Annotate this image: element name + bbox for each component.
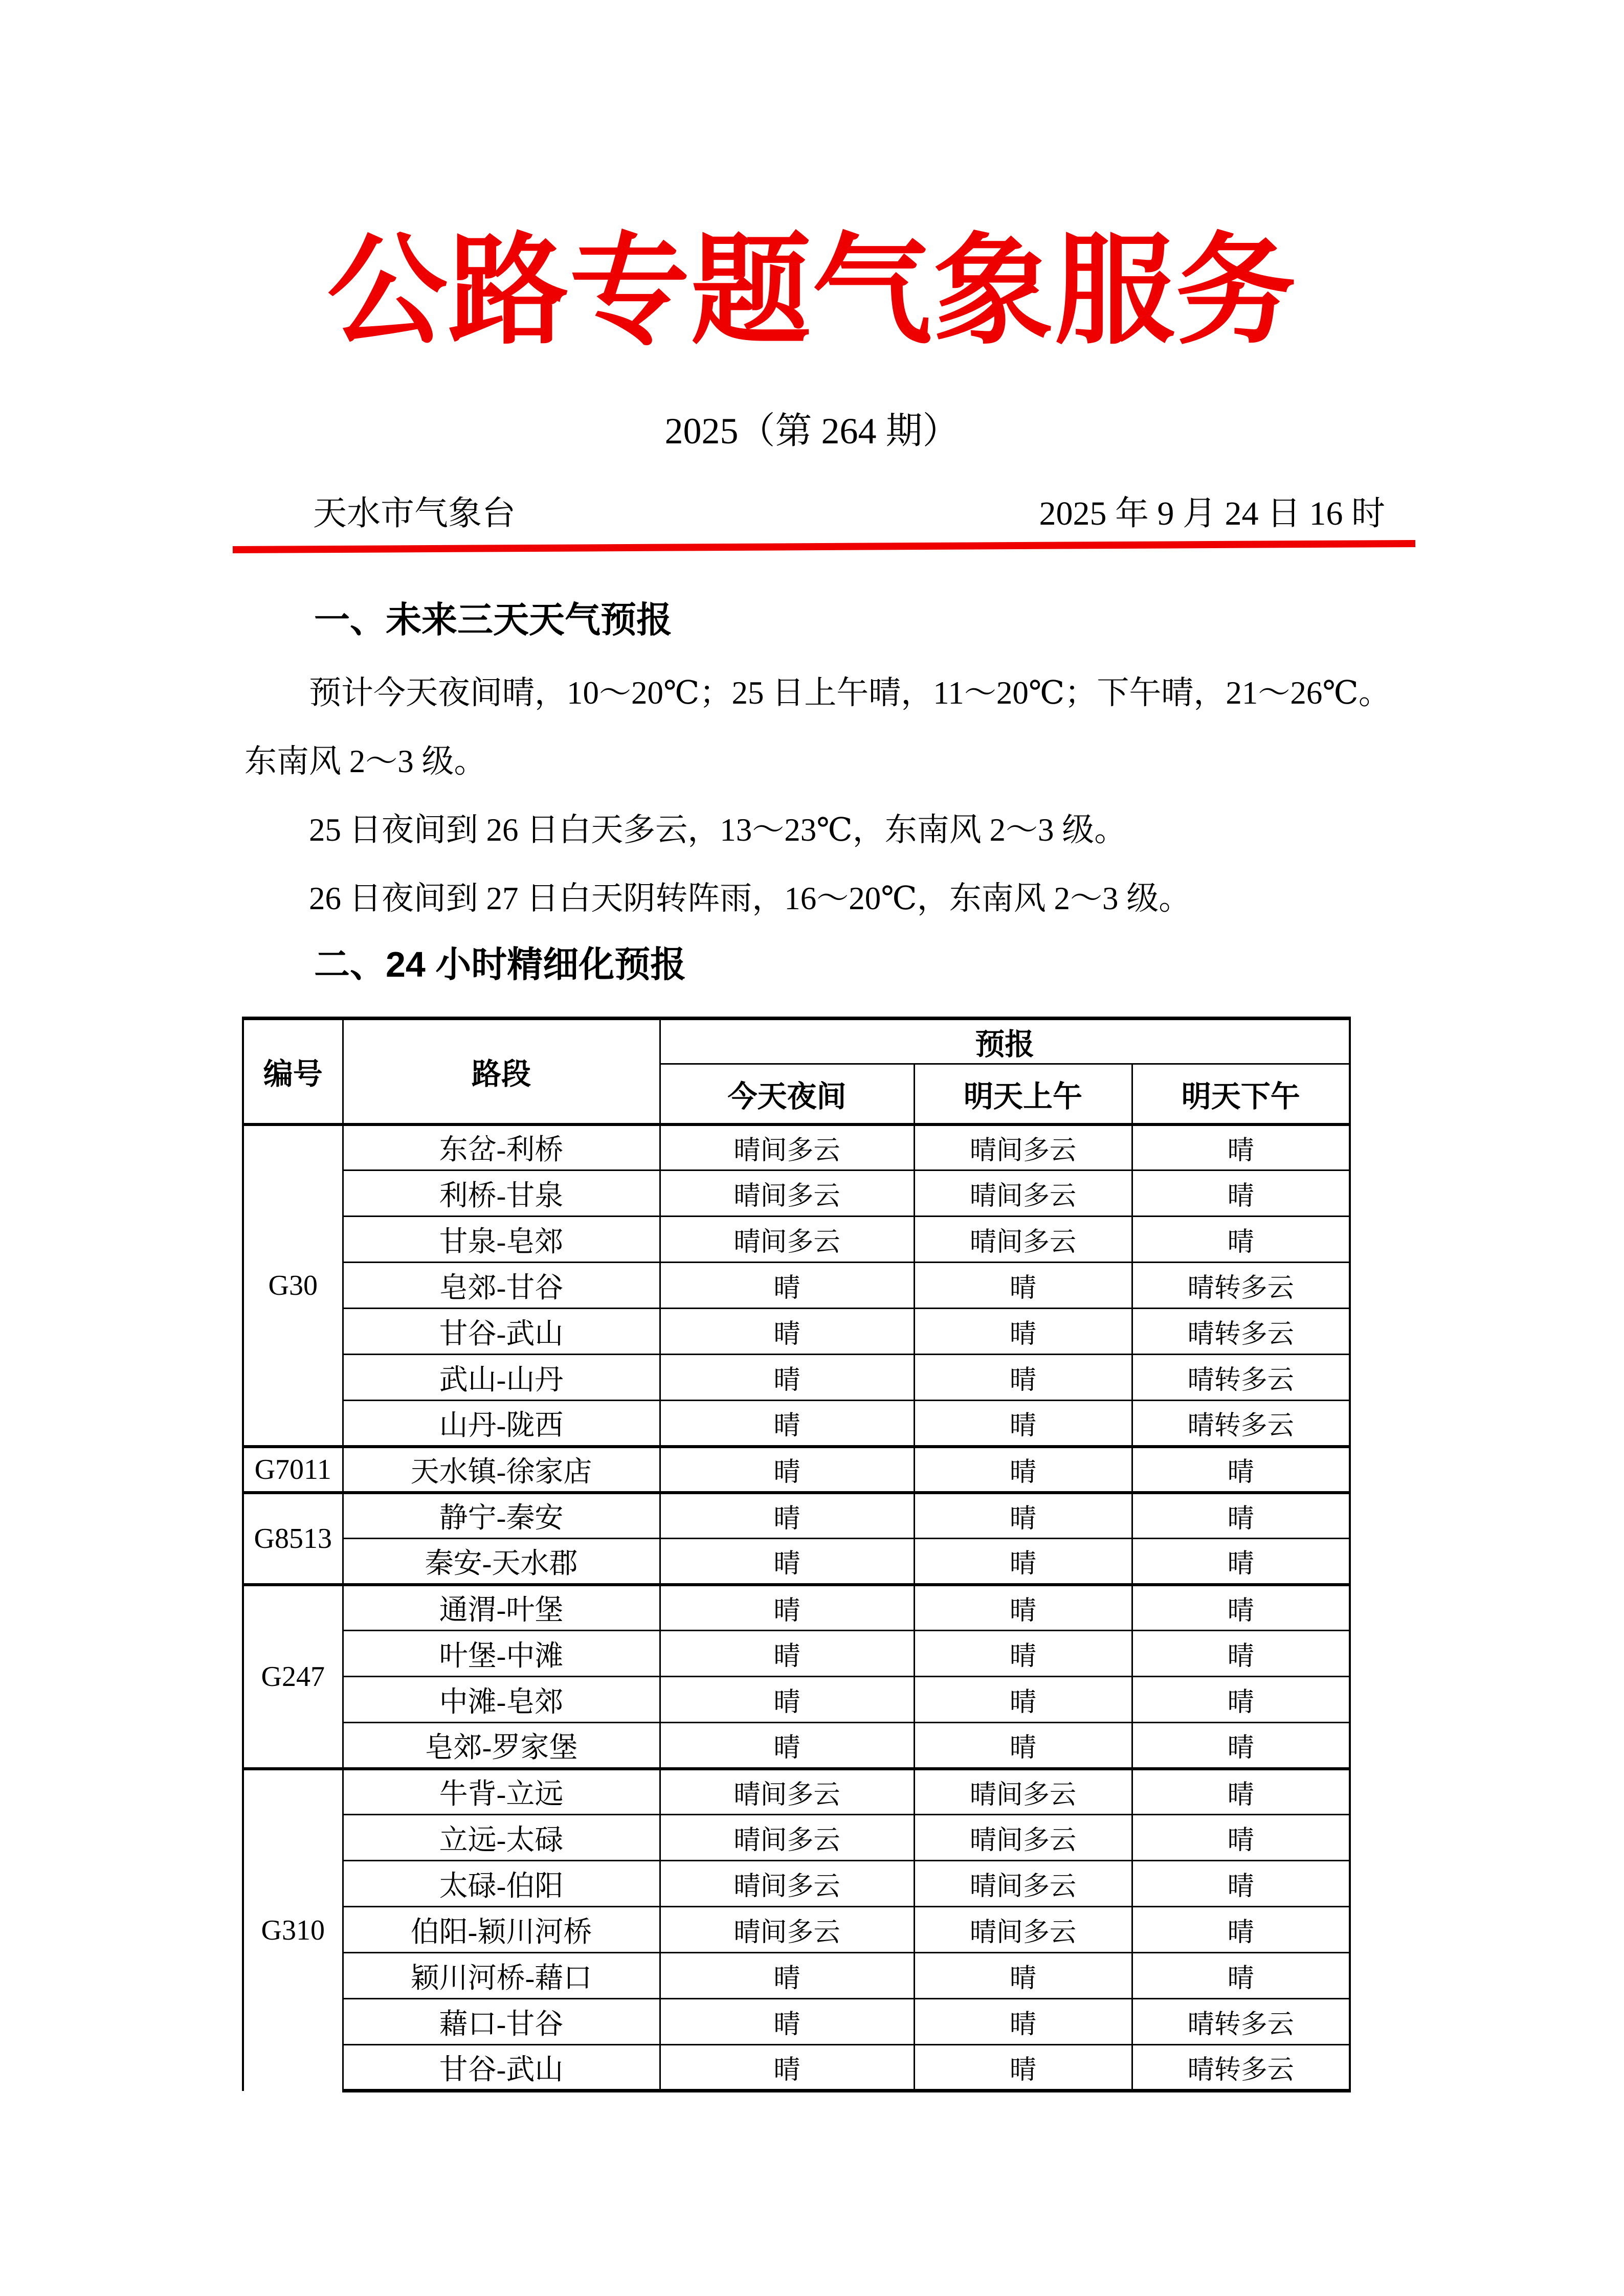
road-group-id: G30 bbox=[243, 1124, 343, 1447]
forecast-cell-tomorrow-am: 晴 bbox=[914, 1723, 1132, 1769]
table-row bbox=[243, 2045, 1350, 2091]
forecast-cell-tonight: 晴 bbox=[660, 2045, 914, 2091]
document-title: 公路专题气象服务 bbox=[327, 226, 1297, 358]
forecast-cell-tonight: 晴间多云 bbox=[660, 1124, 914, 1170]
road-segment: 中滩-皂郊 bbox=[343, 1677, 660, 1723]
forecast-cell-tonight: 晴间多云 bbox=[660, 1907, 914, 1953]
forecast-cell-tonight: 晴 bbox=[660, 1447, 914, 1493]
col-header-id: 编号 bbox=[243, 1019, 343, 1124]
table-row bbox=[243, 1263, 1350, 1309]
forecast-cell-tomorrow-pm: 晴 bbox=[1132, 1124, 1350, 1170]
forecast-cell-tomorrow-pm: 晴 bbox=[1132, 1907, 1350, 1953]
table-row bbox=[243, 1539, 1350, 1585]
forecast-cell-tomorrow-am: 晴间多云 bbox=[914, 1769, 1132, 1815]
road-segment: 甘泉-皂郊 bbox=[343, 1217, 660, 1263]
road-segment: 皂郊-甘谷 bbox=[343, 1263, 660, 1309]
road-segment: 天水镇-徐家店 bbox=[343, 1447, 660, 1493]
forecast-cell-tonight: 晴 bbox=[660, 1401, 914, 1447]
forecast-cell-tomorrow-pm: 晴 bbox=[1132, 1723, 1350, 1769]
road-group-id: G310 bbox=[243, 1769, 343, 2091]
section1-body bbox=[244, 659, 1416, 933]
forecast-cell-tonight: 晴 bbox=[660, 1355, 914, 1401]
forecast-cell-tomorrow-pm: 晴 bbox=[1132, 1953, 1350, 1999]
road-segment: 秦安-天水郡 bbox=[343, 1539, 660, 1585]
road-group-id: G7011 bbox=[243, 1447, 343, 1493]
road-segment: 甘谷-武山 bbox=[343, 2045, 660, 2091]
agency-name: 天水市气象台 bbox=[313, 495, 516, 532]
forecast-cell-tonight: 晴间多云 bbox=[660, 1217, 914, 1263]
table-row bbox=[243, 1953, 1350, 1999]
forecast-cell-tomorrow-pm: 晴转多云 bbox=[1132, 1355, 1350, 1401]
forecast-cell-tomorrow-am: 晴 bbox=[914, 1263, 1132, 1309]
forecast-cell-tomorrow-pm: 晴转多云 bbox=[1132, 1401, 1350, 1447]
road-segment: 山丹-陇西 bbox=[343, 1401, 660, 1447]
table-row bbox=[243, 1170, 1350, 1217]
masthead-rule bbox=[233, 540, 1415, 553]
road-group-id: G8513 bbox=[243, 1493, 343, 1585]
forecast-cell-tonight: 晴 bbox=[660, 1539, 914, 1585]
forecast-cell-tomorrow-am: 晴间多云 bbox=[914, 1217, 1132, 1263]
forecast-cell-tomorrow-pm: 晴 bbox=[1132, 1677, 1350, 1723]
forecast-cell-tomorrow-pm: 晴 bbox=[1132, 1539, 1350, 1585]
forecast-cell-tomorrow-pm: 晴 bbox=[1132, 1447, 1350, 1493]
forecast-cell-tomorrow-pm: 晴转多云 bbox=[1132, 2045, 1350, 2091]
forecast-table-body bbox=[243, 1124, 1350, 2091]
forecast-cell-tomorrow-am: 晴 bbox=[914, 1447, 1132, 1493]
issue-number: 2025（第 264 期） bbox=[664, 411, 960, 452]
forecast-cell-tonight: 晴 bbox=[660, 1999, 914, 2045]
forecast-cell-tomorrow-am: 晴间多云 bbox=[914, 1170, 1132, 1217]
forecast-cell-tomorrow-pm: 晴 bbox=[1132, 1861, 1350, 1907]
forecast-cell-tonight: 晴 bbox=[660, 1263, 914, 1309]
forecast-cell-tonight: 晴 bbox=[660, 1493, 914, 1539]
section1-heading: 一、未来三天天气预报 bbox=[314, 600, 672, 640]
forecast-cell-tonight: 晴 bbox=[660, 1585, 914, 1631]
forecast-cell-tomorrow-am: 晴 bbox=[914, 1401, 1132, 1447]
table-row bbox=[243, 1401, 1350, 1447]
agency-row bbox=[244, 493, 1413, 535]
col-header-tonight: 今天夜间 bbox=[660, 1064, 914, 1124]
forecast-cell-tonight: 晴 bbox=[660, 1309, 914, 1355]
road-segment: 立远-太碌 bbox=[343, 1815, 660, 1861]
section2-heading: 二、24 小时精细化预报 bbox=[314, 944, 686, 984]
table-row bbox=[243, 1677, 1350, 1723]
col-header-tomorrow-pm: 明天下午 bbox=[1132, 1064, 1350, 1124]
table-row bbox=[243, 1907, 1350, 1953]
forecast-cell-tomorrow-am: 晴 bbox=[914, 1585, 1132, 1631]
road-segment: 东岔-利桥 bbox=[343, 1124, 660, 1170]
forecast-cell-tomorrow-pm: 晴 bbox=[1132, 1631, 1350, 1677]
forecast-cell-tomorrow-pm: 晴 bbox=[1132, 1170, 1350, 1217]
table-row bbox=[243, 1124, 1350, 1170]
forecast-cell-tomorrow-pm: 晴转多云 bbox=[1132, 1999, 1350, 2045]
forecast-cell-tomorrow-am: 晴 bbox=[914, 1631, 1132, 1677]
table-row bbox=[243, 1355, 1350, 1401]
forecast-cell-tonight: 晴间多云 bbox=[660, 1170, 914, 1217]
road-segment: 藉口-甘谷 bbox=[343, 1999, 660, 2045]
table-row bbox=[243, 1585, 1350, 1631]
forecast-cell-tomorrow-am: 晴 bbox=[914, 2045, 1132, 2091]
road-segment: 武山-山丹 bbox=[343, 1355, 660, 1401]
forecast-cell-tonight: 晴间多云 bbox=[660, 1769, 914, 1815]
forecast-cell-tomorrow-am: 晴间多云 bbox=[914, 1907, 1132, 1953]
road-segment: 皂郊-罗家堡 bbox=[343, 1723, 660, 1769]
road-segment: 牛背-立远 bbox=[343, 1769, 660, 1815]
road-segment: 静宁-秦安 bbox=[343, 1493, 660, 1539]
forecast-cell-tomorrow-pm: 晴 bbox=[1132, 1585, 1350, 1631]
table-row bbox=[243, 1631, 1350, 1677]
col-header-road: 路段 bbox=[343, 1019, 660, 1124]
forecast-cell-tomorrow-am: 晴间多云 bbox=[914, 1861, 1132, 1907]
table-row bbox=[243, 1723, 1350, 1769]
forecast-text-line: 26 日夜间到 27 日白天阴转阵雨，16～20℃，东南风 2～3 级。 bbox=[309, 881, 1191, 916]
forecast-cell-tomorrow-am: 晴间多云 bbox=[914, 1815, 1132, 1861]
forecast-table bbox=[242, 1017, 1351, 2092]
forecast-cell-tonight: 晴 bbox=[660, 1723, 914, 1769]
forecast-cell-tomorrow-pm: 晴转多云 bbox=[1132, 1309, 1350, 1355]
col-header-forecast: 预报 bbox=[660, 1019, 1350, 1064]
road-segment: 叶堡-中滩 bbox=[343, 1631, 660, 1677]
forecast-cell-tomorrow-am: 晴 bbox=[914, 1539, 1132, 1585]
forecast-cell-tomorrow-pm: 晴 bbox=[1132, 1493, 1350, 1539]
road-segment: 伯阳-颖川河桥 bbox=[343, 1907, 660, 1953]
table-row bbox=[243, 1861, 1350, 1907]
forecast-cell-tomorrow-am: 晴 bbox=[914, 1999, 1132, 2045]
road-segment: 太碌-伯阳 bbox=[343, 1861, 660, 1907]
forecast-cell-tomorrow-am: 晴 bbox=[914, 1309, 1132, 1355]
forecast-cell-tomorrow-pm: 晴 bbox=[1132, 1217, 1350, 1263]
forecast-text-line: 25 日夜间到 26 日白天多云，13～23℃，东南风 2～3 级。 bbox=[309, 812, 1127, 848]
forecast-cell-tomorrow-am: 晴间多云 bbox=[914, 1124, 1132, 1170]
road-group-id: G247 bbox=[243, 1585, 343, 1769]
forecast-cell-tomorrow-pm: 晴转多云 bbox=[1132, 1263, 1350, 1309]
forecast-cell-tomorrow-am: 晴 bbox=[914, 1953, 1132, 1999]
road-segment: 颖川河桥-藉口 bbox=[343, 1953, 660, 1999]
forecast-cell-tomorrow-pm: 晴 bbox=[1132, 1815, 1350, 1861]
forecast-cell-tomorrow-am: 晴 bbox=[914, 1355, 1132, 1401]
table-row bbox=[243, 1769, 1350, 1815]
issue-datetime: 2025 年 9 月 24 日 16 时 bbox=[1039, 495, 1385, 532]
forecast-cell-tomorrow-pm: 晴 bbox=[1132, 1769, 1350, 1815]
road-segment: 甘谷-武山 bbox=[343, 1309, 660, 1355]
forecast-cell-tomorrow-am: 晴 bbox=[914, 1493, 1132, 1539]
table-row bbox=[243, 1999, 1350, 2045]
table-row bbox=[243, 1447, 1350, 1493]
table-row bbox=[243, 1815, 1350, 1861]
forecast-text-line: 预计今天夜间晴，10～20℃；25 日上午晴，11～20℃；下午晴，21～26℃。 bbox=[309, 675, 1391, 711]
col-header-tomorrow-am: 明天上午 bbox=[914, 1064, 1132, 1124]
table-row bbox=[243, 1493, 1350, 1539]
forecast-cell-tonight: 晴间多云 bbox=[660, 1815, 914, 1861]
road-segment: 利桥-甘泉 bbox=[343, 1170, 660, 1217]
forecast-cell-tonight: 晴 bbox=[660, 1677, 914, 1723]
forecast-cell-tomorrow-am: 晴 bbox=[914, 1677, 1132, 1723]
forecast-cell-tonight: 晴 bbox=[660, 1631, 914, 1677]
forecast-cell-tonight: 晴间多云 bbox=[660, 1861, 914, 1907]
table-row bbox=[243, 1309, 1350, 1355]
table-row bbox=[243, 1217, 1350, 1263]
forecast-text-line: 东南风 2～3 级。 bbox=[244, 744, 486, 779]
road-segment: 通渭-叶堡 bbox=[343, 1585, 660, 1631]
forecast-cell-tonight: 晴 bbox=[660, 1953, 914, 1999]
